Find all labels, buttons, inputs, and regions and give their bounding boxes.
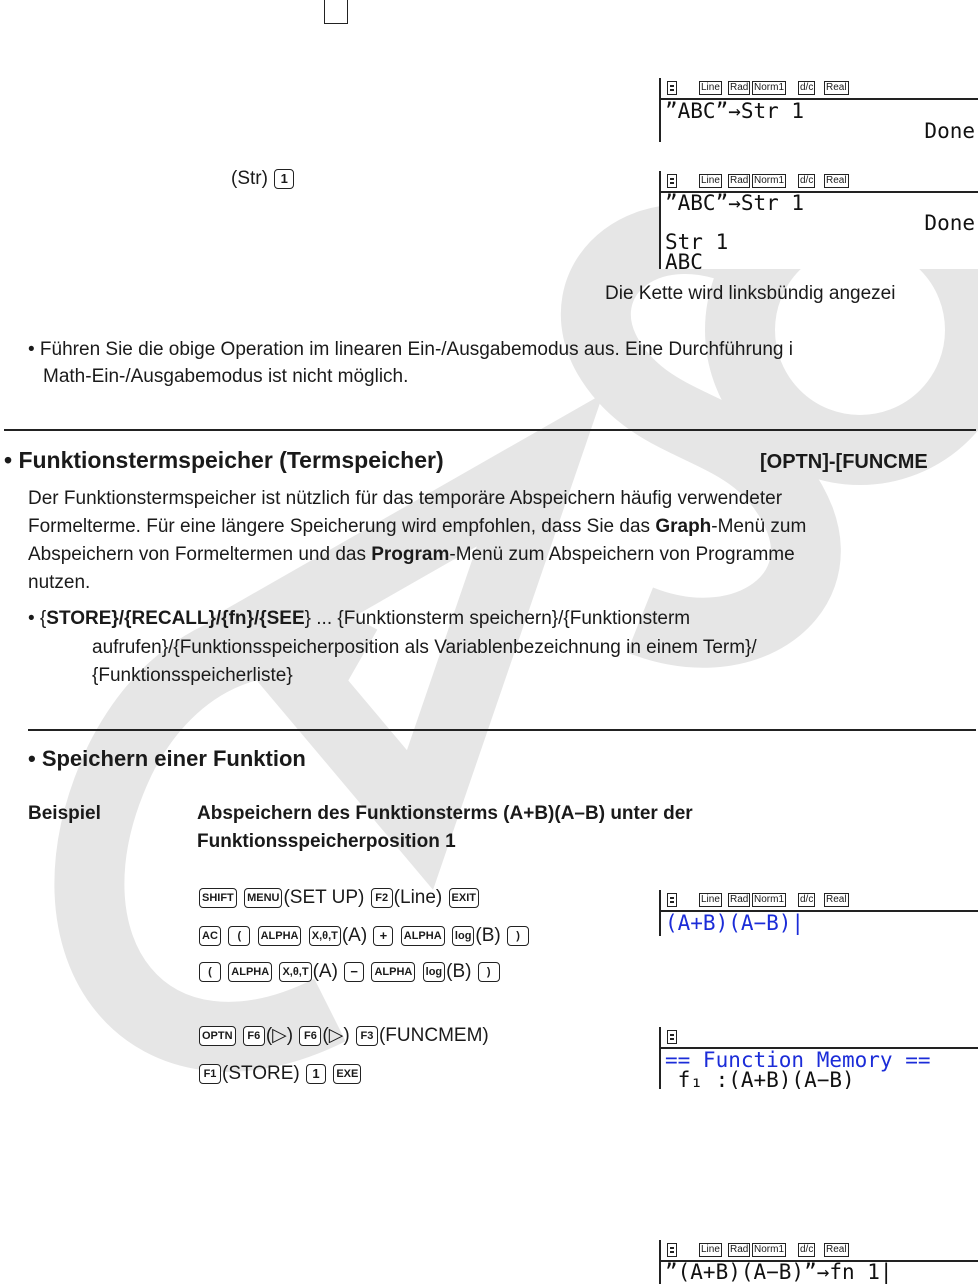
indicator: d/c bbox=[800, 175, 814, 186]
paragraph-line: Formelterme. Für eine längere Speicherung wird empfohlen, dass Sie das Graph-Menü zum bbox=[28, 516, 807, 537]
option-list-line: aufrufen}/{Funktionsspeicherposition als Variablenbezeichnung in einem Term}/ bbox=[92, 637, 757, 658]
screen-line: == Function Memory == bbox=[665, 1048, 931, 1072]
battery-icon bbox=[667, 174, 677, 188]
option-list: • {STORE}/{RECALL}/{fn}/{SEE} ... {Funktionsterm speichern}/{Funktionsterm bbox=[28, 608, 691, 629]
screen-line: (A+B)(A−B)| bbox=[665, 911, 805, 935]
status-bar bbox=[661, 78, 978, 98]
screen-line: f₁ :(A+B)(A−B) bbox=[665, 1068, 855, 1089]
paragraph-line: Der Funktionstermspeicher ist nützlich für das temporäre Abspeichern häufig verwendeter bbox=[28, 488, 783, 509]
screen-line: Done bbox=[924, 211, 975, 235]
calculator-screen-3 bbox=[659, 890, 978, 936]
xt-key: X,θ,T bbox=[279, 962, 311, 982]
key-1: 1 bbox=[306, 1064, 326, 1084]
key-sequence: OPTN F6 (▷) F6 (▷) F3 (FUNCMEM) bbox=[198, 1018, 489, 1054]
key-sequence: ( ALPHA X,θ,T (A) − ALPHA log (B) ) bbox=[198, 954, 501, 990]
input-box bbox=[324, 0, 348, 24]
indicator: Norm1 bbox=[754, 894, 785, 905]
indicator: d/c bbox=[800, 894, 814, 905]
battery-icon bbox=[667, 893, 677, 907]
battery-icon bbox=[667, 1243, 677, 1257]
example-text: Funktionsspeicherposition 1 bbox=[197, 831, 456, 852]
xt-key: X,θ,T bbox=[309, 926, 341, 946]
indicator: Line bbox=[701, 894, 720, 905]
alpha-key: ALPHA bbox=[258, 926, 302, 946]
key-sequence-str bbox=[231, 165, 295, 193]
section-title: • Funktionstermspeicher (Termspeicher) bbox=[4, 447, 444, 473]
alpha-key: ALPHA bbox=[371, 962, 415, 982]
key-sequence: F1 (STORE) 1 EXE bbox=[198, 1056, 362, 1092]
status-bar bbox=[661, 1027, 978, 1047]
paragraph-line: nutzen. bbox=[28, 572, 91, 593]
indicator: Norm1 bbox=[754, 82, 785, 93]
indicator: d/c bbox=[800, 82, 814, 93]
indicator: d/c bbox=[800, 1244, 814, 1255]
menu-path: [OPTN]-[FUNCME bbox=[760, 451, 928, 473]
str-label: (Str) bbox=[231, 168, 268, 189]
battery-icon bbox=[667, 81, 677, 95]
f6-key: F6 bbox=[299, 1026, 321, 1046]
key-sequence: SHIFT MENU (SET UP) F2 (Line) EXIT bbox=[198, 880, 480, 916]
f1-key: F1 bbox=[199, 1064, 221, 1084]
caption: Die Kette wird linksbündig angezei bbox=[605, 283, 896, 304]
rparen-key: ) bbox=[507, 926, 529, 946]
alpha-key: ALPHA bbox=[228, 962, 272, 982]
screen-line: ”ABC”→Str 1 bbox=[665, 99, 805, 123]
screen-line: Done bbox=[924, 119, 975, 142]
indicator: Line bbox=[701, 175, 720, 186]
indicator: Real bbox=[826, 894, 847, 905]
f2-key: F2 bbox=[371, 888, 393, 908]
screen-line: ”ABC”→Str 1 bbox=[665, 191, 805, 215]
lparen-key: ( bbox=[199, 962, 221, 982]
rparen-key: ) bbox=[478, 962, 500, 982]
key-1: 1 bbox=[274, 169, 294, 189]
note-bullet: • Führen Sie die obige Operation im linearen Ein-/Ausgabemodus aus. Eine Durchführung i bbox=[28, 339, 793, 360]
calculator-screen-2 bbox=[659, 171, 978, 269]
menu-key: MENU bbox=[244, 888, 282, 908]
note-bullet-cont: Math-Ein-/Ausgabemodus ist nicht möglich. bbox=[43, 366, 409, 387]
indicator: Real bbox=[826, 175, 847, 186]
calculator-screen-1 bbox=[659, 78, 978, 142]
indicator: Real bbox=[826, 82, 847, 93]
section-divider bbox=[4, 429, 976, 431]
indicator: Real bbox=[826, 1244, 847, 1255]
subsection-title: • Speichern einer Funktion bbox=[28, 746, 306, 771]
indicator: Line bbox=[701, 82, 720, 93]
status-bar bbox=[661, 890, 978, 910]
example-label: Beispiel bbox=[28, 803, 101, 824]
calculator-screen-5 bbox=[659, 1240, 978, 1284]
indicator: Rad bbox=[730, 894, 749, 905]
status-bar bbox=[661, 1240, 978, 1260]
subsection-divider bbox=[28, 729, 976, 731]
alpha-key: ALPHA bbox=[401, 926, 445, 946]
indicator: Rad bbox=[730, 82, 749, 93]
paragraph-line: Abspeichern von Formeltermen und das Program-Menü zum Abspeichern von Programme bbox=[28, 544, 795, 565]
minus-key: − bbox=[344, 962, 364, 982]
indicator: Rad bbox=[730, 175, 749, 186]
f6-key: F6 bbox=[243, 1026, 265, 1046]
example-text: Abspeichern des Funktionsterms (A+B)(A–B) unter der bbox=[197, 803, 693, 824]
indicator: Norm1 bbox=[754, 1244, 785, 1255]
log-key: log bbox=[452, 926, 475, 946]
key-sequence: AC ( ALPHA X,θ,T (A) + ALPHA log (B) ) bbox=[198, 918, 530, 954]
screen-line: Str 1 bbox=[665, 230, 729, 254]
screen-line: ”(A+B)(A−B)”→fn 1| bbox=[665, 1260, 893, 1284]
exit-key: EXIT bbox=[449, 888, 479, 908]
indicator: Line bbox=[701, 1244, 720, 1255]
exe-key: EXE bbox=[333, 1064, 361, 1084]
option-list-line: {Funktionsspeicherliste} bbox=[92, 665, 293, 686]
battery-icon bbox=[667, 1030, 677, 1044]
plus-key: + bbox=[373, 926, 393, 946]
lparen-key: ( bbox=[228, 926, 250, 946]
status-bar bbox=[661, 171, 978, 191]
log-key: log bbox=[423, 962, 446, 982]
optn-key: OPTN bbox=[199, 1026, 236, 1046]
f3-key: F3 bbox=[356, 1026, 378, 1046]
ac-key: AC bbox=[199, 926, 221, 946]
screen-line: ABC bbox=[665, 250, 703, 269]
indicator: Rad bbox=[730, 1244, 749, 1255]
shift-key: SHIFT bbox=[199, 888, 237, 908]
indicator: Norm1 bbox=[754, 175, 785, 186]
calculator-screen-4 bbox=[659, 1027, 978, 1089]
